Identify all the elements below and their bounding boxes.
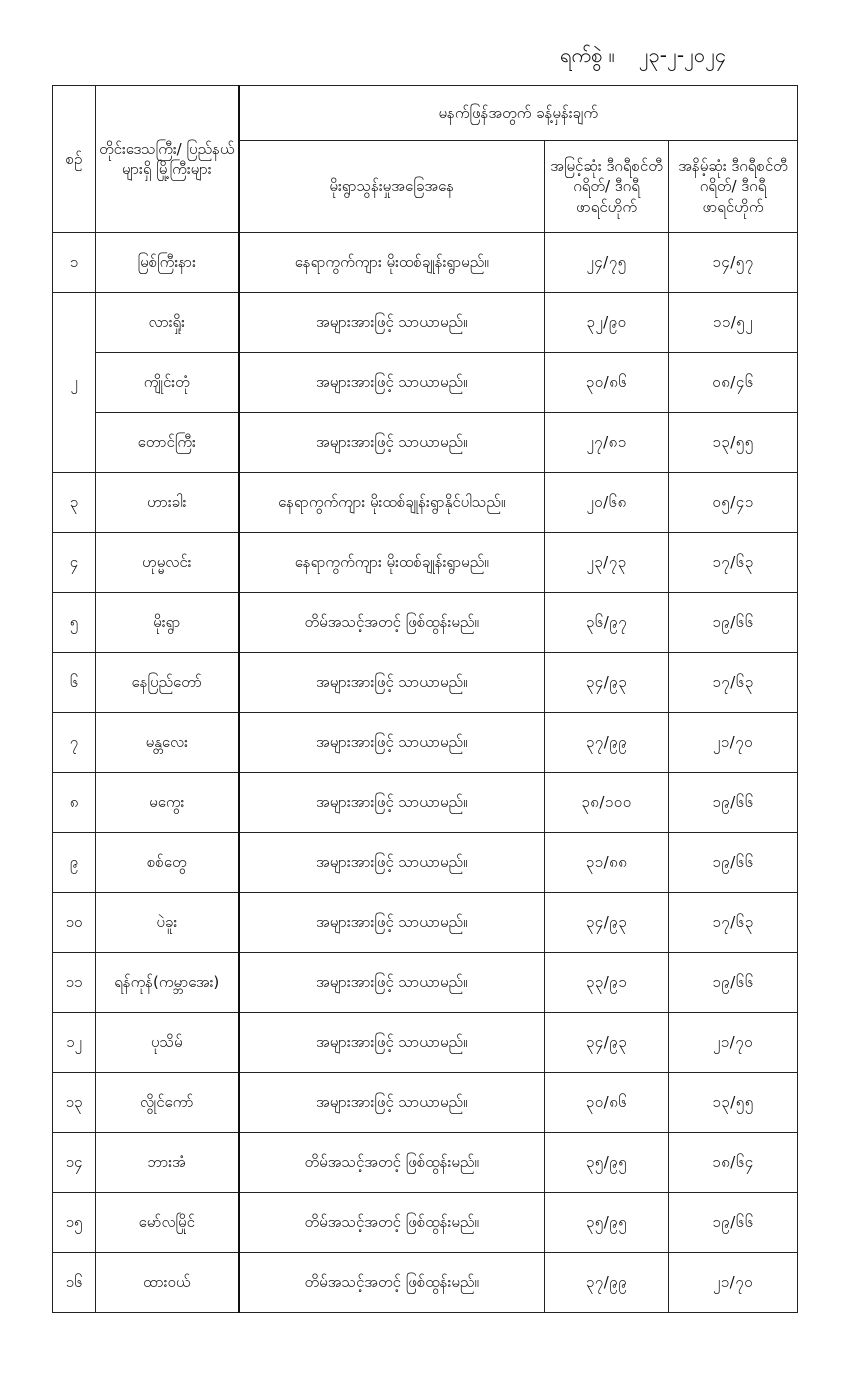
- min-temperature: ၀၈/၄၆: [669, 353, 798, 413]
- city-name: မန္တလေး: [96, 713, 239, 773]
- rain-condition: အများအားဖြင့် သာယာမည်။: [239, 653, 545, 713]
- city-name: မော်လမြိုင်: [96, 1193, 239, 1253]
- table-row: [53, 413, 798, 473]
- city-name: မိုးရွာ: [96, 593, 239, 653]
- table-row: [53, 1133, 798, 1193]
- city-name: ပုသိမ်: [96, 1013, 239, 1073]
- max-temperature: ၃၆/၉၇: [545, 593, 669, 653]
- header-max-temp: အမြင့်ဆုံး ဒီဂရီစင်တီဂရိတ်/ ဒီဂရီဖာရင်ဟိုက်: [545, 141, 669, 233]
- rain-condition: နေရာကွက်ကျား မိုးထစ်ချုန်းရွာနိုင်ပါသည်။: [239, 473, 545, 533]
- row-number: ၁၆: [53, 1253, 96, 1313]
- row-number: ၁၅: [53, 1193, 96, 1253]
- max-temperature: ၃၄/၉၃: [545, 653, 669, 713]
- min-temperature: ၁၇/၆၃: [669, 893, 798, 953]
- rain-condition: တိမ်အသင့်အတင့် ဖြစ်ထွန်းမည်။: [239, 1193, 545, 1253]
- date-label: ရက်စွဲ ။: [560, 43, 615, 67]
- table-row: [53, 473, 798, 533]
- max-temperature: ၃၄/၉၃: [545, 1013, 669, 1073]
- max-temperature: ၂၀/၆၈: [545, 473, 669, 533]
- row-number: ၁၄: [53, 1133, 96, 1193]
- header-no: စဉ်: [53, 86, 96, 233]
- min-temperature: ၁၉/၆၆: [669, 593, 798, 653]
- rain-condition: နေရာကွက်ကျား မိုးထစ်ချုန်းရွာမည်။: [239, 233, 545, 293]
- rain-condition: အများအားဖြင့် သာယာမည်။: [239, 1073, 545, 1133]
- header-condition: မိုးရွာသွန်းမှုအခြေအနေ: [239, 141, 545, 233]
- max-temperature: ၂၇/၈၁: [545, 413, 669, 473]
- row-number: ၆: [53, 653, 96, 713]
- city-name: မကွေး: [96, 773, 239, 833]
- city-name: ကျိုင်းတုံ: [96, 353, 239, 413]
- table-row: [53, 533, 798, 593]
- row-number: ၉: [53, 833, 96, 893]
- city-name: မြစ်ကြီးနား: [96, 233, 239, 293]
- table-row: [53, 893, 798, 953]
- min-temperature: ၂၁/၇၀: [669, 1253, 798, 1313]
- row-number: ၁၃: [53, 1073, 96, 1133]
- min-temperature: ၀၅/၄၁: [669, 473, 798, 533]
- min-temperature: ၂၁/၇၀: [669, 1013, 798, 1073]
- row-number: ၇: [53, 713, 96, 773]
- row-number: ၁၁: [53, 953, 96, 1013]
- date-value: ၂၃-၂-၂၀၂၄: [638, 43, 727, 67]
- row-number: ၁၂: [53, 1013, 96, 1073]
- row-number: ၁၀: [53, 893, 96, 953]
- row-number: ၄: [53, 533, 96, 593]
- max-temperature: ၃၇/၉၉: [545, 1253, 669, 1313]
- city-name: ထားဝယ်: [96, 1253, 239, 1313]
- rain-condition: အများအားဖြင့် သာယာမည်။: [239, 413, 545, 473]
- city-name: ပဲခူး: [96, 893, 239, 953]
- min-temperature: ၁၇/၆၃: [669, 533, 798, 593]
- table-row: [53, 653, 798, 713]
- table-row: [53, 773, 798, 833]
- city-name: စစ်တွေ: [96, 833, 239, 893]
- rain-condition: အများအားဖြင့် သာယာမည်။: [239, 953, 545, 1013]
- min-temperature: ၁၉/၆၆: [669, 833, 798, 893]
- table-row: [53, 1253, 798, 1313]
- rain-condition: တိမ်အသင့်အတင့် ဖြစ်ထွန်းမည်။: [239, 1133, 545, 1193]
- max-temperature: ၃၂/၉၀: [545, 293, 669, 353]
- rain-condition: တိမ်အသင့်အတင့် ဖြစ်ထွန်းမည်။: [239, 593, 545, 653]
- min-temperature: ၁၉/၆၆: [669, 773, 798, 833]
- rain-condition: အများအားဖြင့် သာယာမည်။: [239, 893, 545, 953]
- city-name: ရန်ကုန်(ကမ္ဘာအေး): [96, 953, 239, 1013]
- min-temperature: ၁၃/၅၅: [669, 1073, 798, 1133]
- max-temperature: ၃၁/၈၈: [545, 833, 669, 893]
- min-temperature: ၁၉/၆၆: [669, 953, 798, 1013]
- table-row: [53, 353, 798, 413]
- max-temperature: ၃၃/၉၁: [545, 953, 669, 1013]
- city-name: တောင်ကြီး: [96, 413, 239, 473]
- city-name: လွိုင်ကော်: [96, 1073, 239, 1133]
- city-name: ဟုမ္မလင်း: [96, 533, 239, 593]
- rain-condition: အများအားဖြင့် သာယာမည်။: [239, 293, 545, 353]
- rain-condition: နေရာကွက်ကျား မိုးထစ်ချုန်းရွာမည်။: [239, 533, 545, 593]
- min-temperature: ၁၉/၆၆: [669, 1193, 798, 1253]
- table-row: [53, 593, 798, 653]
- row-number: ၅: [53, 593, 96, 653]
- table-row: [53, 1073, 798, 1133]
- rain-condition: အများအားဖြင့် သာယာမည်။: [239, 1013, 545, 1073]
- max-temperature: ၃၀/၈၆: [545, 1073, 669, 1133]
- city-name: ဟားခါး: [96, 473, 239, 533]
- row-number: ၃: [53, 473, 96, 533]
- max-temperature: ၂၃/၇၃: [545, 533, 669, 593]
- rain-condition: အများအားဖြင့် သာယာမည်။: [239, 833, 545, 893]
- row-number: ၈: [53, 773, 96, 833]
- max-temperature: ၃၇/၉၉: [545, 713, 669, 773]
- max-temperature: ၃၅/၉၅: [545, 1193, 669, 1253]
- rain-condition: တိမ်အသင့်အတင့် ဖြစ်ထွန်းမည်။: [239, 1253, 545, 1313]
- min-temperature: ၁၈/၆၄: [669, 1133, 798, 1193]
- table-row: [53, 713, 798, 773]
- min-temperature: ၁၄/၅၇: [669, 233, 798, 293]
- city-name: ဘားအံ: [96, 1133, 239, 1193]
- max-temperature: ၃၀/၈၆: [545, 353, 669, 413]
- row-number: ၁: [53, 233, 96, 293]
- rain-condition: အများအားဖြင့် သာယာမည်။: [239, 773, 545, 833]
- max-temperature: ၂၄/၇၅: [545, 233, 669, 293]
- forecast-table: [52, 85, 798, 1313]
- rain-condition: အများအားဖြင့် သာယာမည်။: [239, 713, 545, 773]
- table-row: [53, 1013, 798, 1073]
- header-forecast-group: မနက်ဖြန်အတွက် ခန့်မှန်းချက်: [239, 86, 798, 141]
- min-temperature: ၁၁/၅၂: [669, 293, 798, 353]
- city-name: လားရှိုး: [96, 293, 239, 353]
- max-temperature: ၃၄/၉၃: [545, 893, 669, 953]
- city-name: နေပြည်တော်: [96, 653, 239, 713]
- min-temperature: ၂၁/၇၀: [669, 713, 798, 773]
- header-min-temp: အနိမ့်ဆုံး ဒီဂရီစင်တီဂရိတ်/ ဒီဂရီဖာရင်ဟိုက်: [669, 141, 798, 233]
- table-row: [53, 1193, 798, 1253]
- table-row: [53, 833, 798, 893]
- min-temperature: ၁၃/၅၅: [669, 413, 798, 473]
- document-date: [560, 42, 800, 72]
- header-city: တိုင်းဒေသကြီး/ ပြည်နယ်များရှိ မြို့ကြီးများ: [96, 86, 239, 233]
- max-temperature: ၃၅/၉၅: [545, 1133, 669, 1193]
- table-row: [53, 953, 798, 1013]
- table-row: [53, 293, 798, 353]
- max-temperature: ၃၈/၁၀၀: [545, 773, 669, 833]
- min-temperature: ၁၇/၆၃: [669, 653, 798, 713]
- rain-condition: အများအားဖြင့် သာယာမည်။: [239, 353, 545, 413]
- row-number: ၂: [53, 293, 96, 473]
- table-row: [53, 233, 798, 293]
